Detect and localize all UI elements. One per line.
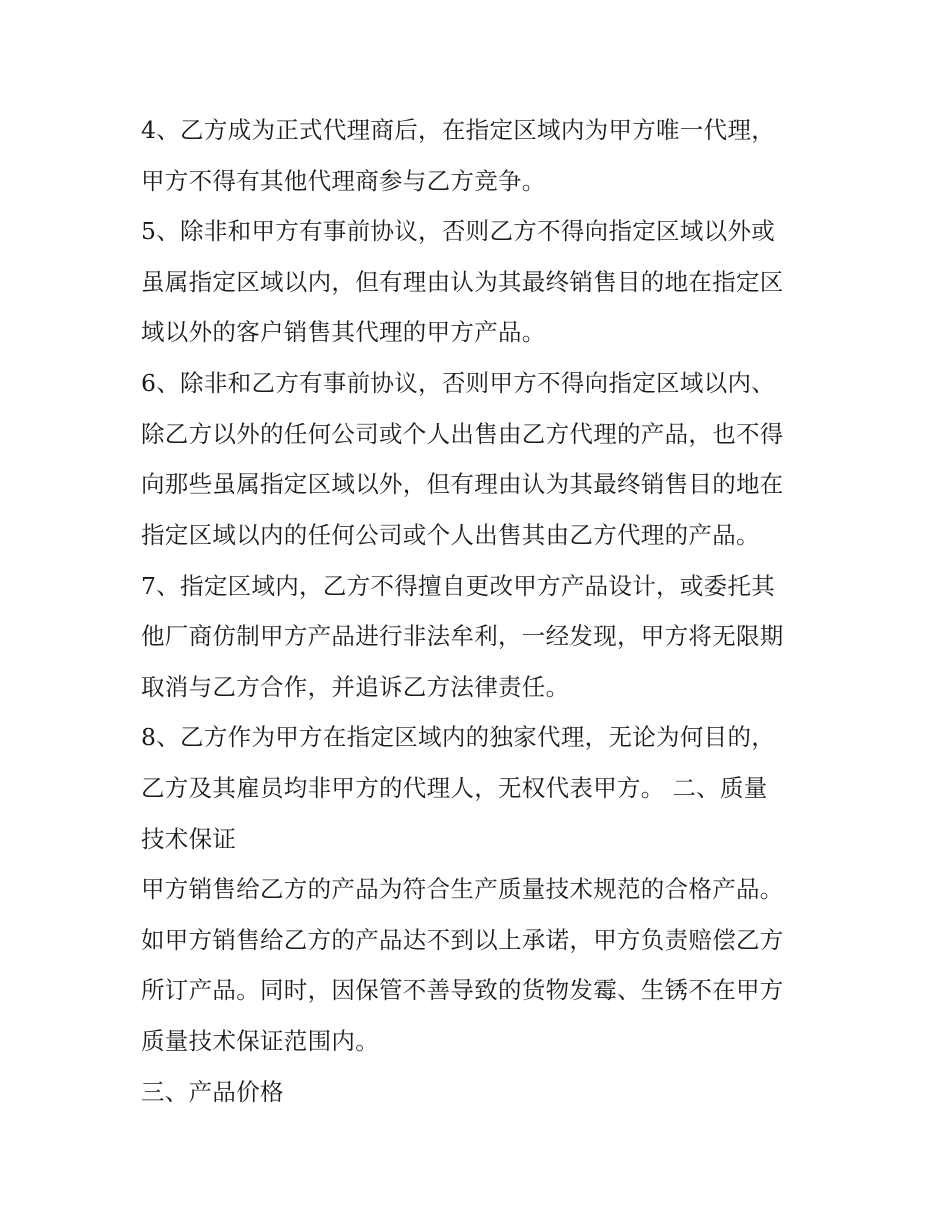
text-line: 虽属指定区域以内，但有理由认为其最终销售目的地在指定区: [141, 268, 784, 296]
text-line: 如甲方销售给乙方的产品达不到以上承诺，甲方负责赔偿乙方: [141, 926, 784, 954]
text-line: 4、乙方成为正式代理商后，在指定区域内为甲方唯一代理，: [141, 116, 776, 144]
text-line: 他厂商仿制甲方产品进行非法牟利，一经发现，甲方将无限期: [141, 622, 784, 650]
text-line: 指定区域以内的任何公司或个人出售其由乙方代理的产品。: [141, 521, 760, 549]
text-line: 7、指定区域内，乙方不得擅自更改甲方产品设计，或委托其: [141, 572, 776, 600]
text-line: 8、乙方作为甲方在指定区域内的独家代理，无论为何目的，: [141, 723, 776, 751]
text-line: 乙方及其雇员均非甲方的代理人，无权代表甲方。 二、质量: [141, 774, 768, 802]
section-heading: 三、产品价格: [141, 1078, 284, 1106]
text-line: 除乙方以外的任何公司或个人出售由乙方代理的产品，也不得: [141, 420, 784, 448]
text-line: 技术保证: [141, 825, 237, 853]
text-line: 甲方销售给乙方的产品为符合生产质量技术规范的合格产品。: [141, 875, 784, 903]
text-line: 甲方不得有其他代理商参与乙方竞争。: [141, 167, 546, 195]
text-line: 5、除非和甲方有事前协议，否则乙方不得向指定区域以外或: [141, 217, 776, 245]
text-line: 域以外的客户销售其代理的甲方产品。: [141, 318, 546, 346]
text-line: 所订产品。同时，因保管不善导致的货物发霉、生锈不在甲方: [141, 976, 784, 1004]
text-line: 取消与乙方合作，并追诉乙方法律责任。: [141, 673, 570, 701]
text-line: 质量技术保证范围内。: [141, 1027, 379, 1055]
text-line: 向那些虽属指定区域以外，但有理由认为其最终销售目的地在: [141, 470, 784, 498]
text-line: 6、除非和乙方有事前协议，否则甲方不得向指定区域以内、: [141, 369, 776, 397]
